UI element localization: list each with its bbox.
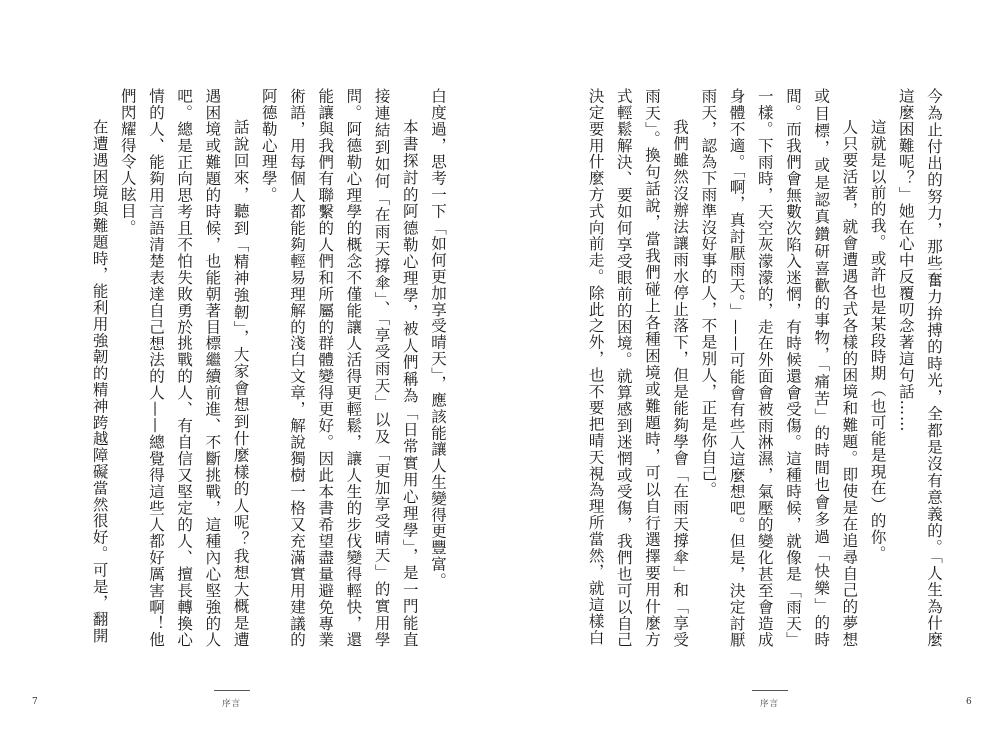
paragraph: 本書探討的阿德勒心理學，被人們稱為「日常實用心理學」，是一門能直接連結到如何「在雨天撐傘」、「享受雨天」以及「更加享受晴天」的實用學問。阿德勒心理學的概念不僅能讓人活得更輕鬆，讓人生的步伐變得輕快，還能讓與我們有聯繫的人們和所屬的群體變得更好。因此本書希望盡量避免專業術語，用每個人都能夠輕易理解的淺白文章，解說獨樹一格又充滿實用建議的阿德勒心理學。	[259, 88, 419, 648]
right-page	[500, 0, 1000, 735]
running-head: 序言	[760, 699, 780, 709]
running-head-rule	[752, 690, 788, 691]
paragraph: 我們雖然沒辦法讓雨水停止落下，但是能夠學會「在雨天撐傘」和「享受雨天」。換句話說，當我們碰上各種困境或難題時，可以自行選擇要用什麼方式輕鬆解決、要如何享受眼前的困境。就算感到迷惘或受傷，我們也可以自己決定要用什麼方式向前走。除此之外，也不要把晴天視為理所當然，就這樣白	[586, 88, 690, 648]
running-head-rule	[214, 690, 250, 691]
paragraph: 這就是以前的我。或許也是某段時期（也可能是現在）的你。	[868, 119, 887, 562]
running-head: 序言	[222, 699, 242, 709]
right-page-body	[508, 88, 948, 648]
left-page-body	[72, 88, 452, 648]
paragraph: 人只要活著，就會遭遇各式各樣的困境和難題。即使是在追尋自己的夢想或目標，或是認真鑽研喜歡的事物，「痛苦」的時間也會多過「快樂」的時間。而我們會無數次陷入迷惘，有時候還會受傷。這種時候，就像是「雨天」一樣。下雨時，天空灰濛濛的，走在外面會被雨淋濕，氣壓的變化甚至會造成身體不適。「啊，真討厭雨天。」——可能會有些人這麼想吧。但是，決定討厭雨天，認為下雨準沒好事的人，不是別人，正是你自己。	[699, 88, 859, 648]
paragraph: 今為止付出的努力，那些奮力拚搏的時光，全都是沒有意義的。「人生為什麼這麼困難呢？」她在心中反覆叨念著這句話……	[896, 88, 943, 648]
page-number: 6	[966, 697, 972, 707]
paragraph: 在遭遇困境與難題時，能利用強韌的精神跨越障礙當然很好。可是，翻開	[90, 119, 109, 644]
paragraph: 話說回來，聽到「精神強韌」，大家會想到什麼樣的人呢？我想大概是遭遇困境或難題的時候，也能朝著目標繼續前進、不斷挑戰，這種內心堅強的人吧。總是正向思考且不怕失敗勇於挑戰的人、有自信又堅定的人、擅長轉換心情的人、能夠用言語清楚表達自己想法的人——總覺得這些人都好厲害啊！他們閃耀得令人眩目。	[118, 88, 250, 648]
paragraph: 白度過，思考一下「如何更加享受晴天」，應該能讓人生變得更豐富。	[429, 88, 447, 589]
page-number: 7	[32, 697, 38, 707]
